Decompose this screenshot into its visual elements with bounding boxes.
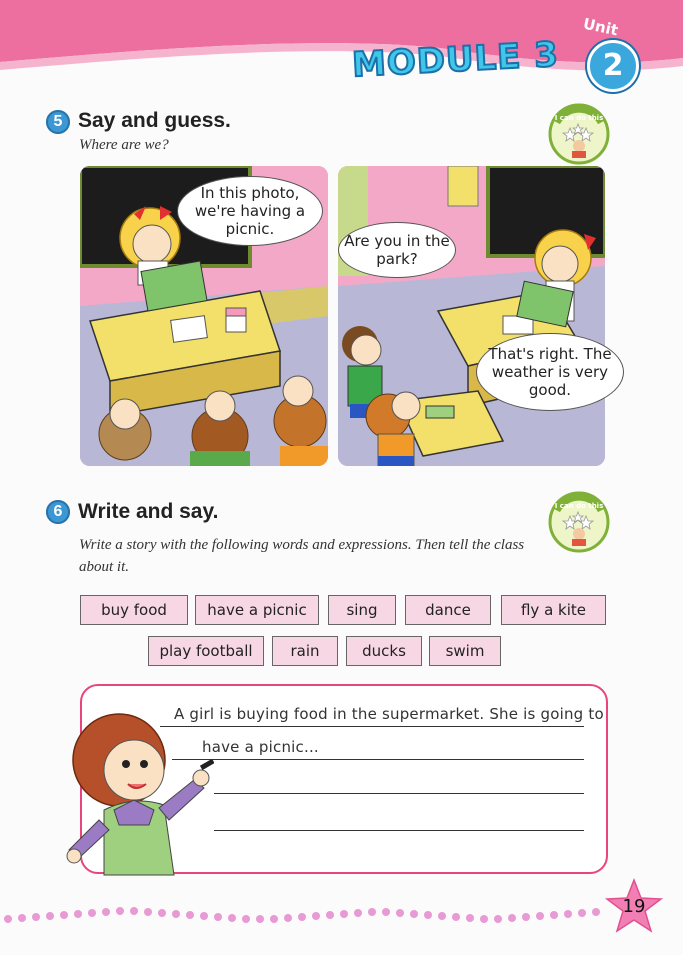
section-instruction-where: Where are we? [79,137,169,153]
module-title: MODULE 3 [351,34,560,86]
word-box: play football [148,636,264,666]
section-instruction-write-story: Write a story with the following words and expressions. Then tell the class about it. [79,537,525,575]
word-box: rain [272,636,338,666]
writing-line [160,726,584,727]
writing-line [172,759,584,760]
word-box: dance [405,595,491,625]
word-box: ducks [346,636,422,666]
comic-panel-2 [338,166,605,466]
story-line-1: A girl is buying food in the supermarket. She is going to [174,705,604,723]
page-header-banner [0,0,683,90]
decorative-dots-border [0,895,683,935]
word-box: swim [429,636,501,666]
section-title-say-and-guess: Say and guess. [78,109,231,132]
section-number-5: 5 [46,110,70,134]
word-box: buy food [80,595,188,625]
girl-writing-illustration [64,700,214,885]
word-box: fly a kite [501,595,606,625]
svg-text:I can do this: I can do this [554,502,604,510]
writing-line [214,830,584,831]
word-box: have a picnic [195,595,319,625]
section-title-write-and-say: Write and say. [78,500,219,523]
unit-label: Unit [581,14,620,40]
speech-bubble-question: Are you in the park? [338,222,456,278]
i-can-do-this-badge-icon [546,488,612,554]
story-line-2: have a picnic... [202,738,319,756]
classroom-question-illustration [338,166,605,466]
page-number: 19 [622,896,646,917]
section-number-6: 6 [46,500,70,524]
i-can-do-this-badge-icon [546,100,612,166]
speech-bubble-answer: That's right. The weather is very good. [476,333,624,411]
writing-line [214,793,584,794]
svg-text:I can do this: I can do this [554,114,604,122]
unit-number-badge: 2 [587,40,639,92]
word-box: sing [328,595,396,625]
speech-bubble-picnic: In this photo, we're having a picnic. [177,176,323,246]
